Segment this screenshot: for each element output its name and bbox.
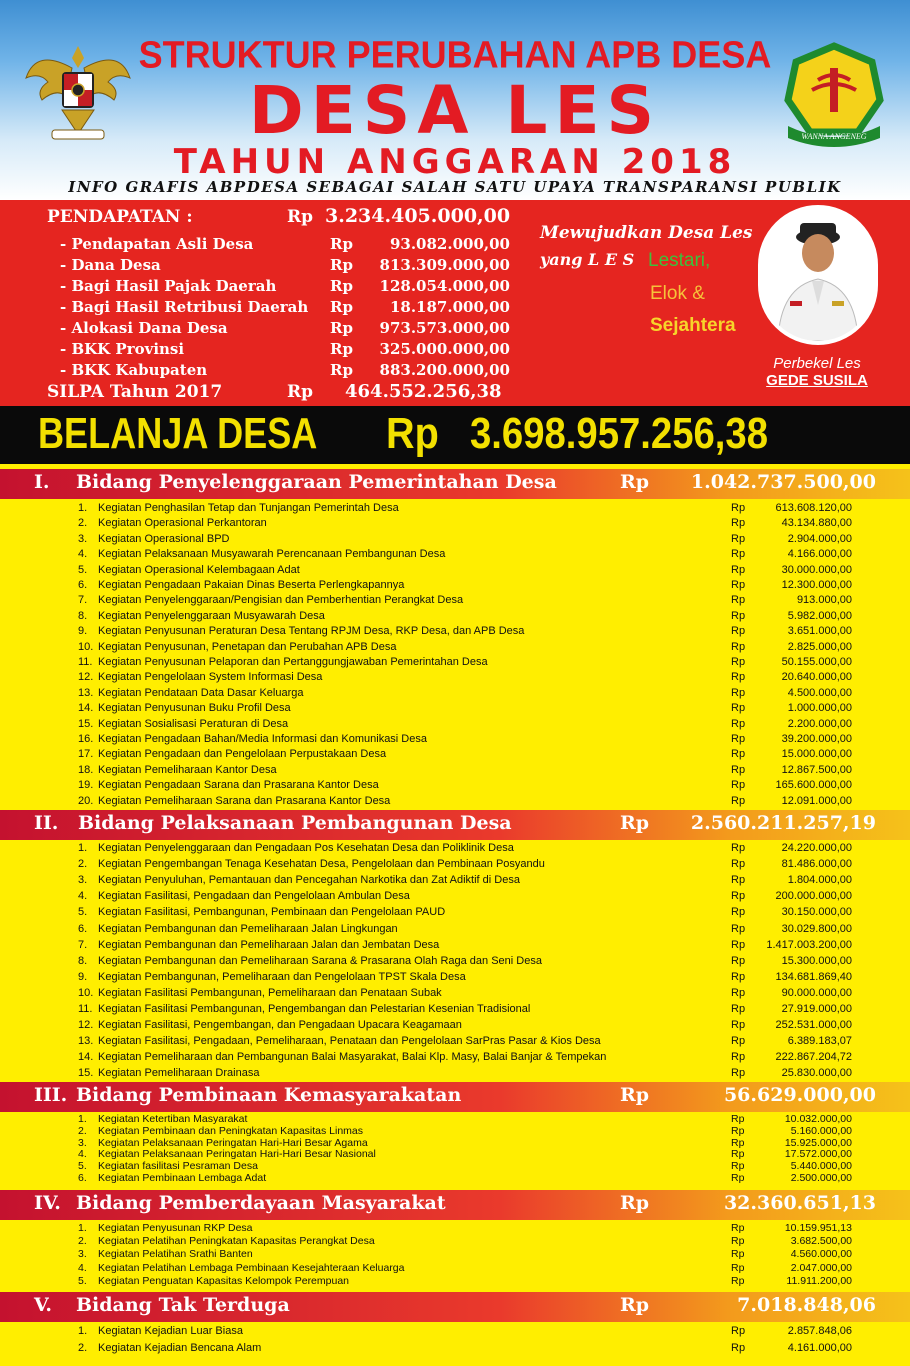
item-label: Kegiatan Operasional Perkantoran [98, 517, 267, 530]
item-rp: Rp [731, 1342, 746, 1354]
item-rp: Rp [731, 517, 746, 530]
list-item [0, 874, 910, 889]
item-rp: Rp [731, 938, 746, 951]
item-value: 90.000.000,00 [781, 986, 852, 999]
belanja-rp: Rp [386, 409, 439, 458]
perbekel-name: GEDE SUSILA [766, 372, 868, 389]
section-total: 32.360.651,13 [723, 1192, 876, 1214]
item-rp: Rp [731, 594, 746, 607]
item-rp: Rp [731, 548, 746, 561]
item-rp: Rp [731, 794, 746, 807]
item-number: 12. [78, 1019, 94, 1032]
list-item [0, 1325, 910, 1340]
item-value: 30.150.000,00 [781, 906, 852, 919]
section-rp: Rp [620, 1084, 650, 1106]
section-name: Bidang Pembinaan Kemasyarakatan [76, 1084, 462, 1106]
section-rp: Rp [620, 1294, 650, 1316]
item-value: 15.925.000,00 [784, 1136, 852, 1149]
item-value: 165.600.000,00 [775, 779, 852, 792]
item-rp: Rp [731, 1160, 745, 1173]
item-number: 1. [78, 1222, 87, 1234]
silpa-rp: Rp [287, 382, 314, 402]
item-number: 6. [78, 1172, 87, 1184]
item-rp: Rp [731, 671, 746, 684]
item-number: 20. [78, 794, 94, 807]
revenue-item-label: - Alokasi Dana Desa [60, 319, 228, 337]
section-total: 7.018.848,06 [737, 1294, 876, 1316]
item-number: 3. [78, 874, 88, 887]
item-value: 24.220.000,00 [781, 842, 852, 854]
item-number: 15. [78, 1067, 94, 1080]
item-rp: Rp [731, 842, 746, 854]
item-rp: Rp [731, 609, 746, 622]
list-item [0, 718, 910, 733]
item-value: 30.029.800,00 [781, 922, 852, 935]
item-label: Kegiatan Penyuluhan, Pemantauan dan Pencegahan Narkotika dan Zat Adiktif di Desa [98, 874, 520, 887]
item-value: 1.417.003.200,00 [766, 938, 852, 951]
item-rp: Rp [731, 563, 746, 576]
item-rp: Rp [731, 954, 746, 967]
revenue-item-label: - Bagi Hasil Retribusi Daerah [60, 298, 309, 316]
item-rp: Rp [731, 1003, 746, 1015]
item-label: Kegiatan Pembangunan dan Pemeliharaan Sarana & Prasarana Olah Raga dan Seni Desa [98, 954, 542, 967]
revenue-rp: Rp [287, 207, 314, 227]
section-total: 1.042.737.500,00 [690, 471, 876, 493]
item-label: Kegiatan Penghasilan Tetap dan Tunjangan Pemerintah Desa [98, 502, 399, 514]
item-number: 2. [78, 1342, 88, 1354]
perbekel-photo [758, 205, 878, 345]
item-rp: Rp [731, 1035, 746, 1048]
item-value: 81.486.000,00 [781, 858, 852, 871]
item-value: 30.000.000,00 [781, 563, 852, 576]
item-rp: Rp [731, 779, 746, 792]
item-number: 1. [78, 502, 88, 514]
item-rp: Rp [731, 1235, 745, 1248]
item-rp: Rp [731, 1148, 745, 1161]
revenue-item-value: 973.573.000,00 [379, 319, 510, 337]
item-label: Kegiatan Fasilitasi, Pembangunan, Pembinaan dan Pengelolaan PAUD [98, 906, 446, 919]
item-number: 5. [78, 906, 88, 919]
item-value: 2.200.000,00 [787, 717, 852, 730]
item-label: Kegiatan Pengadaan Bahan/Media Informasi dan Komunikasi Desa [98, 733, 427, 745]
item-rp: Rp [731, 986, 746, 999]
title-line-2: DESA LES [248, 72, 662, 149]
item-label: Kegiatan Pengadaan Pakaian Dinas Beserta Perlengkapannya [98, 579, 405, 591]
item-label: Kegiatan Penyusunan RKP Desa [98, 1222, 253, 1234]
list-item [0, 1003, 910, 1018]
section-rp: Rp [620, 812, 650, 834]
item-label: Kegiatan Penyusunan Peraturan Desa Tentang RPJM Desa, RKP Desa, dan APB Desa [98, 625, 525, 638]
item-rp: Rp [731, 733, 746, 745]
item-rp: Rp [731, 906, 746, 919]
item-label: Kegiatan Penyusunan, Penetapan dan Perubahan APB Desa [98, 640, 397, 653]
item-label: Kegiatan fasilitasi Pesraman Desa [98, 1160, 258, 1173]
list-item [0, 548, 910, 563]
item-label: Kegiatan Ketertiban Masyarakat [98, 1113, 248, 1125]
item-value: 4.500.000,00 [787, 686, 852, 699]
item-rp: Rp [731, 1222, 745, 1234]
revenue-item-rp: Rp [330, 361, 353, 379]
item-label: Kegiatan Penyelenggaraan/Pengisian dan Pemberhentian Perangkat Desa [98, 594, 464, 607]
item-value: 2.047.000,00 [790, 1261, 852, 1274]
item-rp: Rp [731, 1067, 746, 1080]
item-value: 11.911.200,00 [786, 1274, 852, 1287]
list-item [0, 906, 910, 921]
item-number: 2. [78, 858, 88, 871]
list-item [0, 625, 910, 640]
item-value: 1.804.000,00 [787, 874, 852, 887]
item-number: 6. [78, 922, 88, 935]
silpa-value: 464.552.256,38 [345, 381, 502, 402]
revenue-item-value: 325.000.000,00 [379, 340, 510, 358]
list-item [0, 687, 910, 702]
revenue-item-rp: Rp [330, 235, 353, 253]
item-rp: Rp [731, 1019, 746, 1032]
section-total: 56.629.000,00 [723, 1084, 876, 1106]
list-item [0, 1067, 910, 1082]
item-number: 11. [78, 1003, 93, 1015]
item-label: Kegiatan Pemeliharaan Drainasa [98, 1067, 260, 1080]
item-value: 27.919.000,00 [781, 1003, 852, 1015]
item-number: 3. [78, 1248, 87, 1261]
list-item [0, 1051, 910, 1066]
item-label: Kegiatan Pengelolaan System Informasi Desa [98, 671, 323, 684]
item-number: 3. [78, 532, 88, 545]
item-value: 5.160.000,00 [790, 1124, 852, 1137]
item-number: 18. [78, 763, 94, 776]
item-label: Kegiatan Pemeliharaan dan Pembangunan Balai Masyarakat, Balai Klp. Masy, Balai Banjar & Tempekan [98, 1051, 607, 1064]
item-rp: Rp [731, 874, 746, 887]
revenue-item-label: - BKK Provinsi [60, 340, 185, 358]
list-item [0, 610, 910, 625]
list-item [0, 795, 910, 810]
revenue-item-value: 883.200.000,00 [379, 361, 510, 379]
item-number: 12. [78, 671, 94, 684]
item-label: Kegiatan Penyusunan Pelaporan dan Pertanggungjawaban Pemerintahan Desa [98, 656, 488, 668]
list-item [0, 1172, 910, 1187]
list-item [0, 1342, 910, 1357]
item-number: 5. [78, 1274, 87, 1287]
revenue-item-label: - Pendapatan Asli Desa [60, 235, 254, 253]
revenue-item-rp: Rp [330, 340, 353, 358]
item-value: 200.000.000,00 [775, 890, 852, 903]
item-number: 14. [78, 702, 94, 715]
item-label: Kegiatan Pengembangan Tenaga Kesehatan Desa, Pengelolaan dan Pembinaan Posyandu [98, 858, 545, 871]
list-item [0, 987, 910, 1002]
item-number: 4. [78, 890, 88, 903]
item-value: 6.389.183,07 [787, 1035, 852, 1048]
item-rp: Rp [731, 640, 746, 653]
item-number: 17. [78, 748, 94, 761]
slogan-word-lestari: Lestari, [648, 250, 711, 271]
slogan-word-sejahtera: Sejahtera [650, 315, 736, 336]
title-line-3: TAHUN ANGGARAN 2018 [173, 142, 737, 182]
item-number: 5. [78, 563, 88, 576]
item-rp: Rp [731, 1124, 745, 1137]
item-label: Kegiatan Pendataan Data Dasar Keluarga [98, 686, 304, 699]
list-item [0, 764, 910, 779]
revenue-item-value: 128.054.000,00 [379, 277, 510, 295]
list-item [0, 671, 910, 686]
item-label: Kegiatan Kejadian Bencana Alam [98, 1342, 262, 1354]
title-line-1: STRUKTUR PERUBAHAN APB DESA [138, 32, 772, 76]
belanja-value: 3.698.957.256,38 [470, 409, 769, 458]
item-number: 2. [78, 1124, 87, 1137]
item-rp: Rp [731, 1248, 745, 1261]
item-value: 15.000.000,00 [781, 748, 852, 761]
item-number: 15. [78, 717, 94, 730]
item-label: Kegiatan Penguatan Kapasitas Kelompok Perempuan [98, 1274, 350, 1287]
list-item [0, 779, 910, 794]
item-label: Kegiatan Fasilitasi, Pengadaan dan Pengelolaan Ambulan Desa [98, 890, 410, 903]
list-item [0, 858, 910, 873]
item-rp: Rp [731, 922, 746, 935]
section-name: Bidang Penyelenggaraan Pemerintahan Desa [76, 471, 557, 493]
item-rp: Rp [731, 858, 746, 871]
item-value: 4.166.000,00 [787, 548, 852, 561]
item-label: Kegiatan Pembangunan, Pemeliharaan dan Pengelolaan TPST Skala Desa [98, 970, 466, 983]
section-number: II. [34, 812, 59, 834]
item-value: 20.640.000,00 [781, 671, 852, 684]
list-item [0, 842, 910, 857]
item-label: Kegiatan Pelatihan Lembaga Pembinaan Kesejahteraan Keluarga [98, 1261, 405, 1274]
revenue-item-rp: Rp [330, 256, 353, 274]
item-number: 19. [78, 779, 94, 792]
revenue-item-label: - Bagi Hasil Pajak Daerah [60, 277, 277, 295]
section-number: IV. [34, 1192, 61, 1214]
item-label: Kegiatan Fasilitasi Pembangunan, Pemeliharaan dan Penataan Subak [98, 986, 442, 999]
item-rp: Rp [731, 1136, 745, 1149]
revenue-label: PENDAPATAN : [47, 207, 193, 227]
list-item [0, 1035, 910, 1050]
item-label: Kegiatan Pelaksanaan Peringatan Hari-Hari Besar Agama [98, 1136, 368, 1149]
slogan-line-1: Mewujudkan Desa Les [540, 223, 753, 243]
item-value: 2.500.000,00 [790, 1172, 852, 1184]
section-rp: Rp [620, 1192, 650, 1214]
item-value: 1.000.000,00 [787, 702, 852, 715]
item-number: 13. [78, 1035, 94, 1048]
revenue-item-label: - BKK Kabupaten [60, 361, 208, 379]
item-number: 1. [78, 842, 88, 854]
item-rp: Rp [731, 1172, 745, 1184]
item-rp: Rp [731, 763, 746, 776]
item-value: 4.161.000,00 [787, 1342, 852, 1354]
item-value: 12.300.000,00 [781, 579, 852, 591]
item-value: 3.651.000,00 [787, 625, 852, 638]
logo-text: WANNA ANGENEG [801, 132, 867, 141]
revenue-item-value: 813.309.000,00 [379, 256, 510, 274]
item-label: Kegiatan Fasilitasi Pembangunan, Pengembangan dan Pelestarian Kesenian Tradisional [98, 1003, 531, 1015]
item-rp: Rp [731, 748, 746, 761]
section-total: 2.560.211.257,19 [690, 812, 876, 834]
item-value: 25.830.000,00 [781, 1067, 852, 1080]
list-item [0, 517, 910, 532]
item-number: 5. [78, 1160, 87, 1173]
perbekel-role: Perbekel Les [773, 355, 861, 372]
list-item [0, 733, 910, 748]
revenue-total: 3.234.405.000,00 [325, 205, 511, 227]
item-label: Kegiatan Pemeliharaan Kantor Desa [98, 763, 277, 776]
item-number: 4. [78, 1148, 87, 1161]
item-number: 3. [78, 1136, 87, 1149]
list-item [0, 1275, 910, 1290]
item-number: 4. [78, 1261, 87, 1274]
list-item [0, 1019, 910, 1034]
item-value: 12.867.500,00 [781, 763, 852, 776]
item-label: Kegiatan Penyelenggaraan Musyawarah Desa [98, 609, 325, 622]
revenue-item-value: 18.187.000,00 [389, 298, 510, 316]
list-item [0, 533, 910, 548]
item-value: 5.440.000,00 [790, 1160, 852, 1173]
section-name: Bidang Pemberdayaan Masyarakat [76, 1192, 446, 1214]
list-item [0, 748, 910, 763]
item-label: Kegiatan Pengadaan Sarana dan Prasarana Kantor Desa [98, 779, 379, 792]
item-rp: Rp [731, 502, 746, 514]
item-rp: Rp [731, 1261, 745, 1274]
section-number: V. [34, 1294, 53, 1316]
revenue-item-value: 93.082.000,00 [389, 235, 510, 253]
item-value: 12.091.000,00 [781, 794, 852, 807]
item-label: Kegiatan Penyelenggaraan dan Pengadaan Pos Kesehatan Desa dan Poliklinik Desa [98, 842, 514, 854]
item-label: Kegiatan Pengadaan dan Pengelolaan Perpustakaan Desa [98, 748, 387, 761]
list-item [0, 890, 910, 905]
revenue-item-rp: Rp [330, 298, 353, 316]
item-label: Kegiatan Kejadian Luar Biasa [98, 1325, 243, 1337]
item-number: 7. [78, 594, 88, 607]
item-value: 134.681.869,40 [775, 970, 852, 983]
item-number: 10. [78, 986, 94, 999]
item-number: 10. [78, 640, 94, 653]
item-number: 1. [78, 1325, 88, 1337]
item-rp: Rp [731, 1325, 746, 1337]
item-value: 43.134.880,00 [781, 517, 852, 530]
item-label: Kegiatan Pembangunan dan Pemeliharaan Jalan dan Jembatan Desa [98, 938, 440, 951]
list-item [0, 923, 910, 938]
item-label: Kegiatan Operasional Kelembagaan Adat [98, 563, 300, 576]
item-value: 50.155.000,00 [781, 656, 852, 668]
item-value: 613.608.120,00 [775, 502, 852, 514]
item-label: Kegiatan Pelatihan Peningkatan Kapasitas Perangkat Desa [98, 1235, 375, 1248]
item-rp: Rp [731, 532, 746, 545]
item-value: 10.159.951,13 [784, 1222, 852, 1234]
item-rp: Rp [731, 717, 746, 730]
item-value: 4.560.000,00 [790, 1248, 852, 1261]
item-rp: Rp [731, 1274, 745, 1287]
item-label: Kegiatan Pembinaan dan Peningkatan Kapasitas Linmas [98, 1124, 364, 1137]
item-value: 39.200.000,00 [781, 733, 852, 745]
item-number: 16. [78, 733, 94, 745]
item-label: Kegiatan Fasilitasi, Pengadaan, Pemeliharaan, Penataan dan Pengelolaan SarPras Pasar & Kios Desa [98, 1035, 601, 1048]
item-value: 15.300.000,00 [781, 954, 852, 967]
list-item [0, 641, 910, 656]
item-label: Kegiatan Pelaksanaan Peringatan Hari-Hari Besar Nasional [98, 1148, 376, 1161]
subtitle: INFO GRAFIS ABPDESA SEBAGAI SALAH SATU UPAYA TRANSPARANSI PUBLIK [68, 178, 842, 196]
revenue-item-rp: Rp [330, 277, 353, 295]
item-label: Kegiatan Pelaksanaan Musyawarah Perencanaan Pembangunan Desa [98, 548, 446, 561]
list-item [0, 579, 910, 594]
item-rp: Rp [731, 1113, 745, 1125]
item-rp: Rp [731, 970, 746, 983]
item-rp: Rp [731, 625, 746, 638]
revenue-item-label: - Dana Desa [60, 256, 161, 274]
item-label: Kegiatan Penyusunan Buku Profil Desa [98, 702, 291, 715]
item-value: 2.904.000,00 [787, 532, 852, 545]
item-number: 11. [78, 656, 93, 668]
item-number: 7. [78, 938, 88, 951]
item-label: Kegiatan Pelatihan Srathi Banten [98, 1248, 253, 1261]
item-value: 17.572.000,00 [784, 1148, 852, 1161]
list-item [0, 971, 910, 986]
item-rp: Rp [731, 702, 746, 715]
item-number: 2. [78, 1235, 87, 1248]
list-item [0, 702, 910, 717]
item-value: 2.857.848,06 [787, 1325, 852, 1337]
belanja-label: BELANJA DESA [38, 409, 318, 458]
item-label: Kegiatan Pembangunan dan Pemeliharaan Jalan Lingkungan [98, 922, 398, 935]
list-item [0, 656, 910, 671]
item-value: 5.982.000,00 [787, 609, 852, 622]
item-number: 9. [78, 970, 88, 983]
item-rp: Rp [731, 686, 746, 699]
item-number: 1. [78, 1113, 87, 1125]
silpa-label: SILPA Tahun 2017 [47, 382, 223, 402]
item-number: 14. [78, 1051, 94, 1064]
revenue-item-rp: Rp [330, 319, 353, 337]
list-item [0, 955, 910, 970]
item-label: Kegiatan Pemeliharaan Sarana dan Prasarana Kantor Desa [98, 794, 391, 807]
item-value: 222.867.204,72 [775, 1051, 852, 1064]
item-number: 8. [78, 609, 88, 622]
list-item [0, 502, 910, 517]
list-item [0, 564, 910, 579]
item-number: 13. [78, 686, 94, 699]
item-number: 2. [78, 517, 88, 530]
item-label: Kegiatan Sosialisasi Peraturan di Desa [98, 717, 289, 730]
item-number: 6. [78, 579, 88, 591]
section-name: Bidang Pelaksanaan Pembangunan Desa [78, 812, 512, 834]
item-number: 8. [78, 954, 88, 967]
slogan-word-elok: Elok & [650, 283, 705, 304]
item-rp: Rp [731, 890, 746, 903]
section-number: I. [34, 471, 50, 493]
item-number: 4. [78, 548, 88, 561]
item-label: Kegiatan Fasilitasi, Pengembangan, dan Pengadaan Upacara Keagamaan [98, 1019, 462, 1032]
item-rp: Rp [731, 1051, 746, 1064]
item-label: Kegiatan Operasional BPD [98, 532, 230, 545]
item-value: 3.682.500,00 [790, 1235, 852, 1248]
item-value: 252.531.000,00 [775, 1019, 852, 1032]
item-number: 9. [78, 625, 88, 638]
section-number: III. [34, 1084, 68, 1106]
item-label: Kegiatan Pembinaan Lembaga Adat [98, 1172, 267, 1184]
item-value: 913.000,00 [796, 594, 852, 607]
section-rp: Rp [620, 471, 650, 493]
slogan-line-2: yang L E S [540, 250, 635, 269]
item-value: 10.032.000,00 [784, 1113, 852, 1125]
list-item [0, 594, 910, 609]
item-value: 2.825.000,00 [787, 640, 852, 653]
section-name: Bidang Tak Terduga [76, 1294, 290, 1316]
list-item [0, 939, 910, 954]
item-rp: Rp [731, 579, 746, 591]
item-rp: Rp [731, 656, 746, 668]
